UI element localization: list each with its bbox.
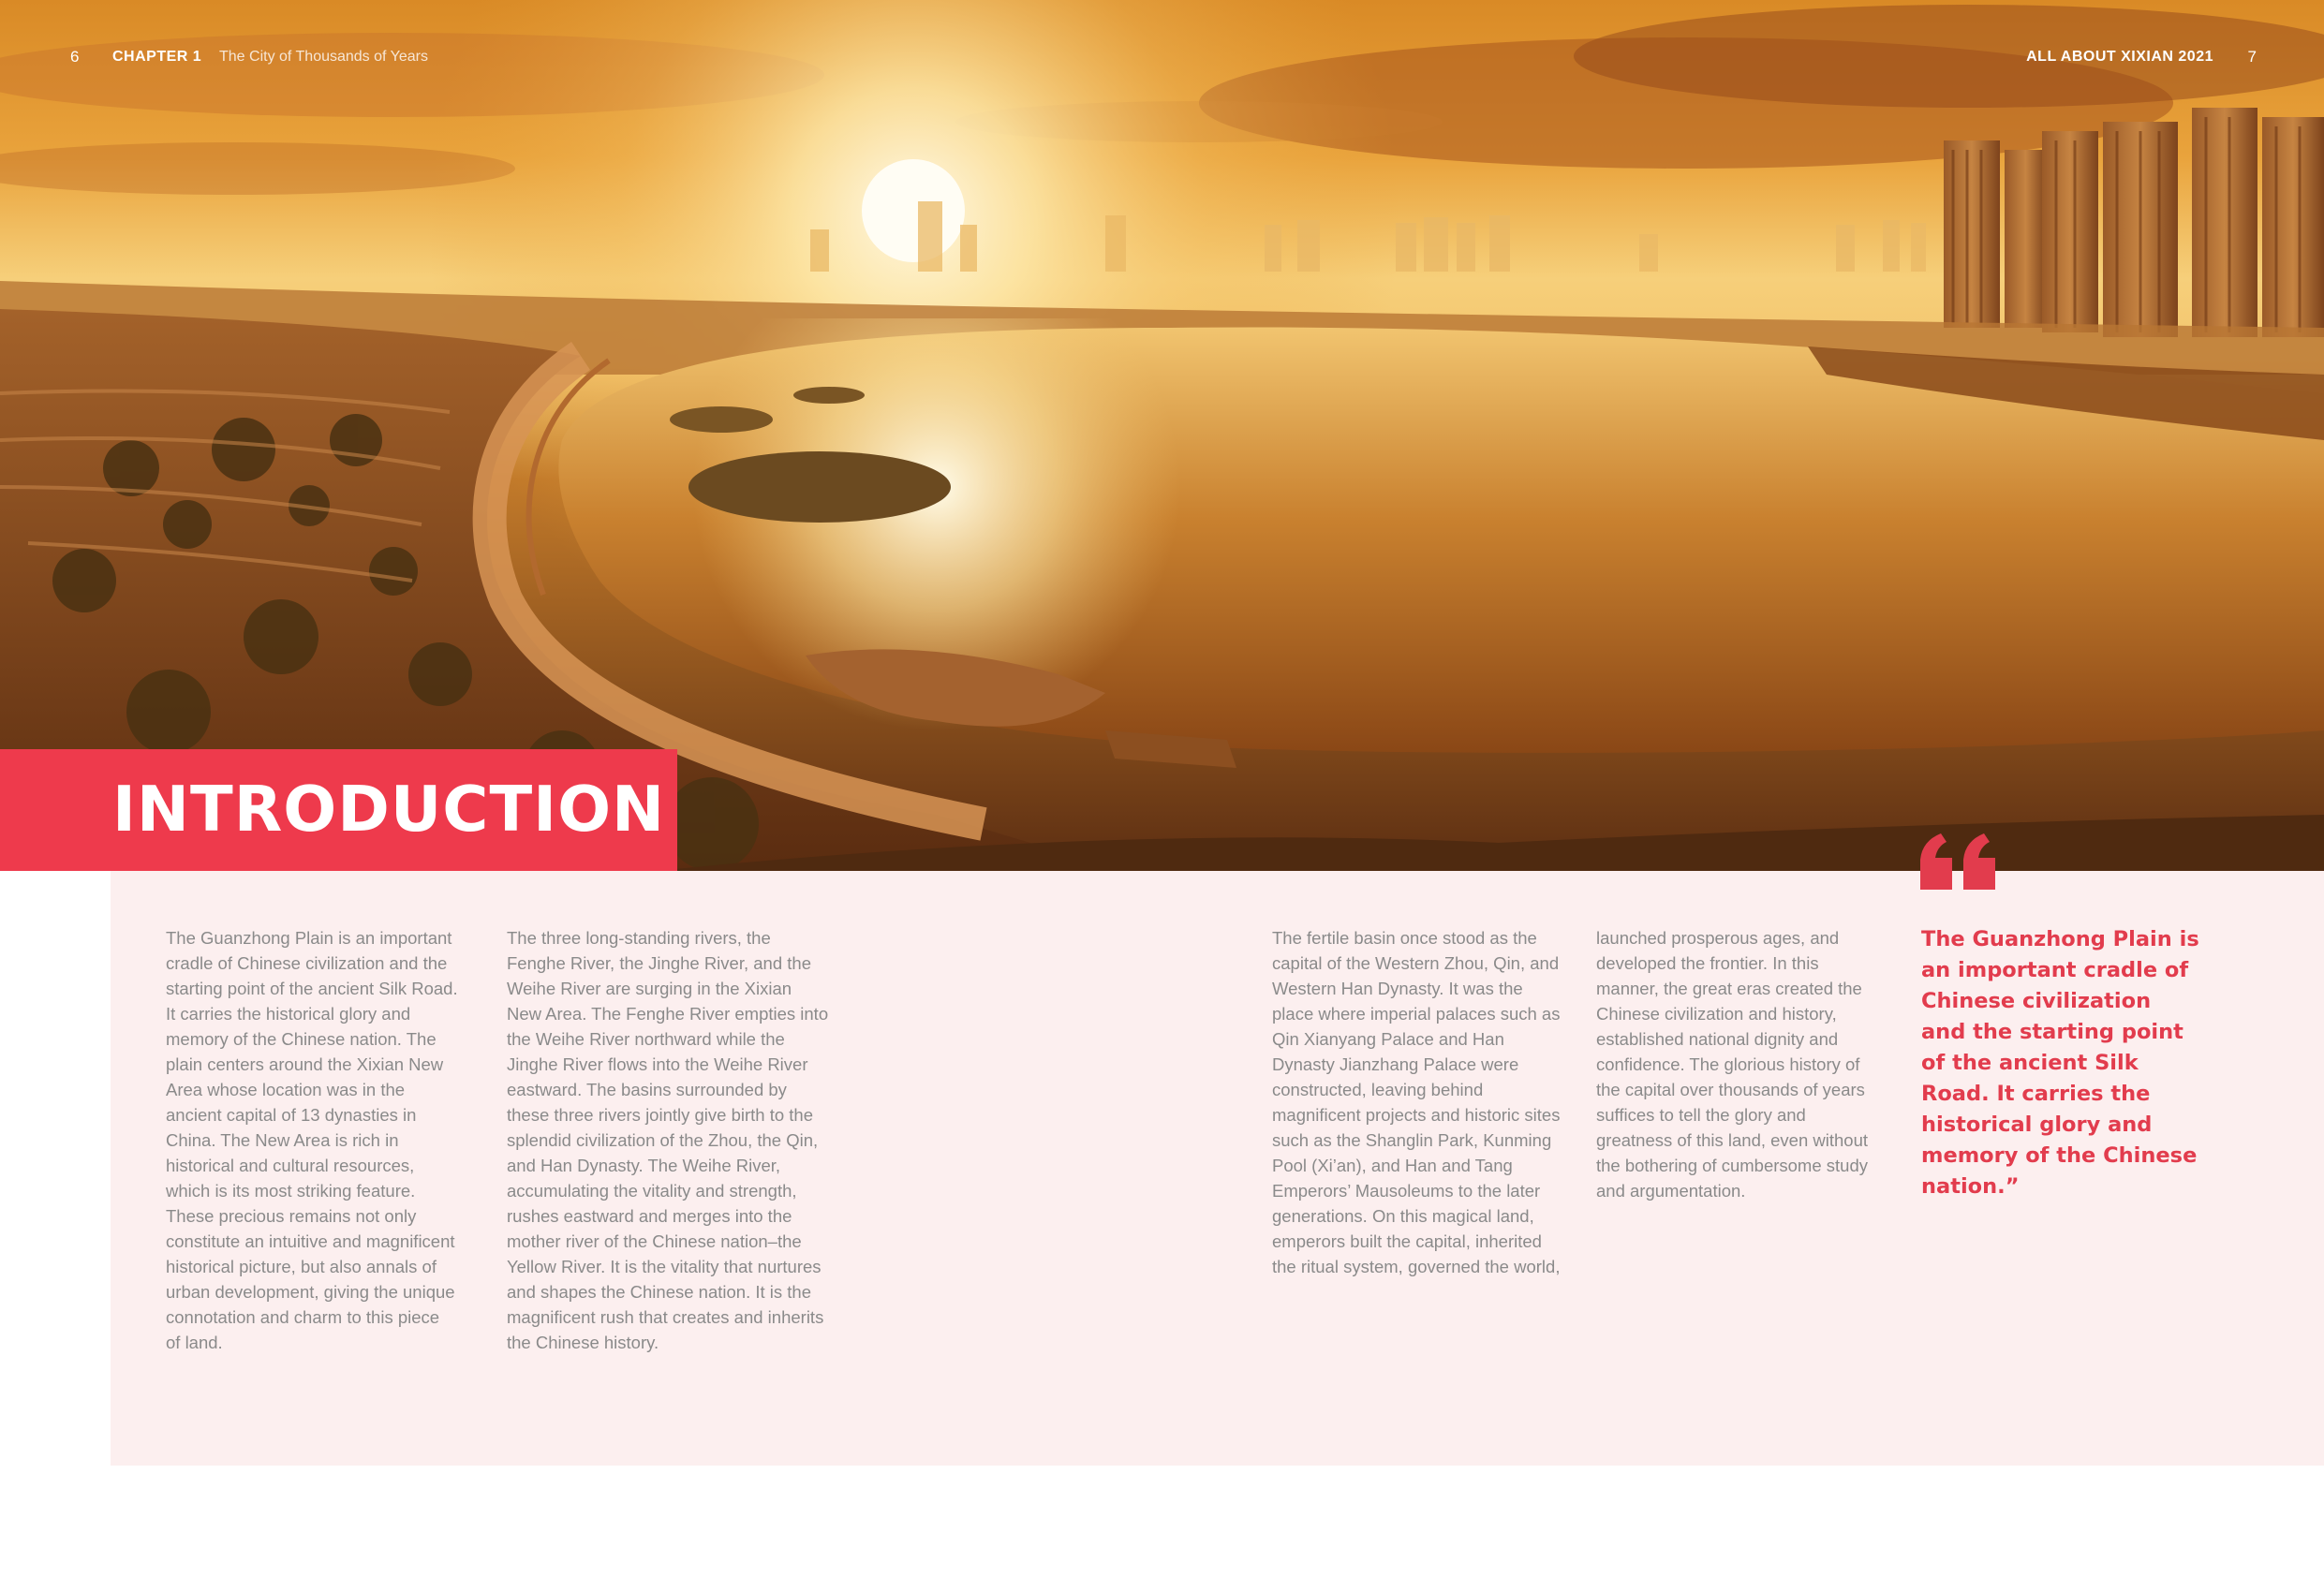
right-page-number: 7 <box>2247 48 2257 66</box>
body-column-1: The Guanzhong Plain is an important cradle of Chinese civilization and the starting point of the ancient Silk Road. It carries the historical glory and memory of the Chinese nation. The plain centers around the Xixian New Area whose location was in the ancient capital of 13 dynasties in China. The New Area is rich in historical and cultural resources, which is its most striking feature. These precious remains not only constitute an intuitive and magnificent historical picture, but also annals of urban development, giving the unique connotation and charm to this piece of land. <box>166 928 458 1352</box>
chapter-subtitle: The City of Thousands of Years <box>219 49 428 65</box>
left-page-number: 6 <box>70 48 80 66</box>
section-title-banner <box>0 749 677 871</box>
pull-quote: The Guanzhong Plain is an important cradle of Chinese civilization and the starting point of the ancient Silk Road. It carries the historical glory and memory of the Chinese nation.” <box>1921 927 2199 1199</box>
publication-title: ALL ABOUT XIXIAN 2021 <box>2026 49 2213 65</box>
section-title: INTRODUCTION <box>112 773 666 846</box>
body-column-4: launched prosperous ages, and developed the frontier. In this manner, the great eras created the Chinese civilization and history, established national dignity and confidence. The glorious history of the capital over thousands of years suffices to tell the glory and greatness of this land, even without the bothering of cumbersome study and argumentation. <box>1596 928 1869 1201</box>
body-column-2: The three long-standing rivers, the Fenghe River, the Jinghe River, and the Weihe River are surging in the Xixian New Area. The Fenghe River empties into the Weihe River northward while the Jinghe River flows into the Weihe River eastward. The basins surrounded by these three rivers jointly give birth to the splendid civilization of the Zhou, the Qin, and Han Dynasty. The Weihe River, accumulating the vitality and strength, rushes eastward and merges into the mother river of the Chinese nation–the Yellow River. It is the vitality that nurtures and shapes the Chinese nation. It is the magnificent rush that creates and inherits the Chinese history. <box>507 928 829 1352</box>
chapter-label: CHAPTER 1 <box>112 49 202 65</box>
quote-mark-icon <box>1920 833 1999 890</box>
body-column-3: The fertile basin once stood as the capital of the Western Zhou, Qin, and Western Han Dynasty. It was the place where imperial palaces such as Qin Xianyang Palace and Han Dynasty Jianzhang Palace were constructed, leaving behind magnificent projects and historic sites such as the Shanglin Park, Kunming Pool (Xi’an), and Han and Tang Emperors’ Mausoleums to the later generations. On this magical land, emperors built the capital, inherited the ritual system, governed the world, <box>1272 928 1561 1276</box>
